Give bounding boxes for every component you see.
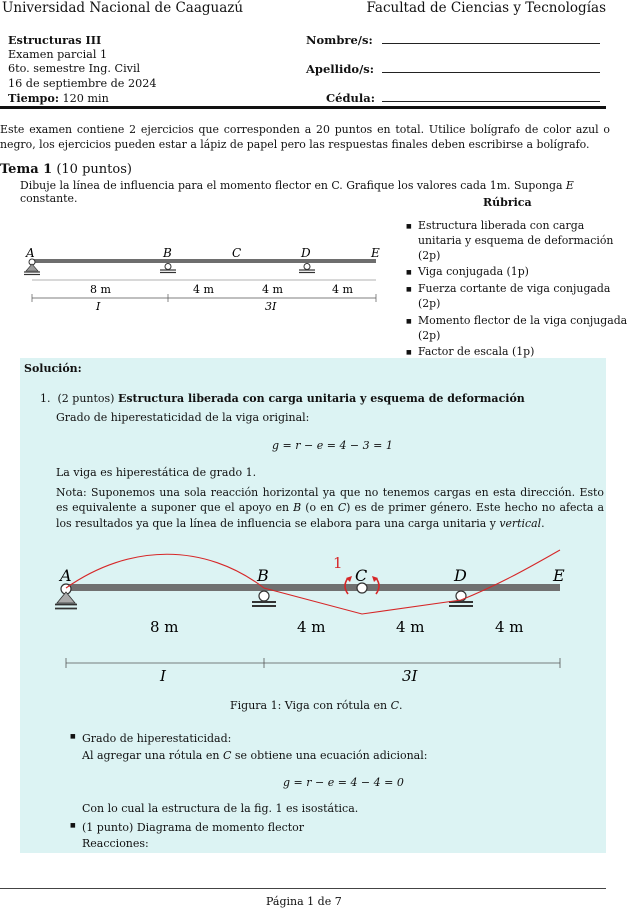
tema-label: Tema 1 <box>0 162 53 177</box>
item-1-heading <box>40 392 525 405</box>
time-label: Tiempo: <box>8 91 59 106</box>
sub-text: se obtiene una ecuación adicional: <box>231 749 428 762</box>
beam-large <box>66 584 560 591</box>
rubric-item: ■ Momento flector de la viga conjugada (2p) <box>406 314 630 344</box>
node-label-d: D <box>301 246 311 260</box>
bullet-grado-sub <box>82 749 427 762</box>
inertia-label: 3I <box>402 667 418 685</box>
course-info <box>8 33 156 107</box>
solution-title: Solución: <box>24 362 82 375</box>
span-label: 4 m <box>332 283 353 296</box>
nombre-field[interactable] <box>306 33 373 47</box>
statement-end: constante. <box>20 192 78 205</box>
isostatic-text: Con lo cual la estructura de la fig. 1 es isostática. <box>82 802 359 815</box>
rubric-item: ■ Estructura liberada con carga unitaria y esquema de deformación (2p) <box>406 219 630 263</box>
caption-text: Figura 1: Viga con rótula en <box>230 699 391 712</box>
inertia-label: I <box>96 300 101 313</box>
apellido-line[interactable] <box>382 72 600 73</box>
node-label-a: A <box>60 566 72 585</box>
span-label: 4 m <box>193 283 214 296</box>
apellido-field[interactable] <box>306 62 374 76</box>
tema-title <box>0 162 132 177</box>
span-label: 4 m <box>495 618 524 636</box>
inertia-label: 3I <box>265 300 277 313</box>
span-label: 4 m <box>262 283 283 296</box>
node-label-e: E <box>371 246 380 260</box>
nombre-label: Nombre/s: <box>306 33 373 47</box>
cedula-line[interactable] <box>382 101 600 102</box>
node-label-d: D <box>454 566 467 585</box>
rubric-item: ■ Fuerza cortante de viga conjugada (2p) <box>406 282 630 312</box>
span-label: 8 m <box>90 283 111 296</box>
course-name: Estructuras III <box>8 33 102 47</box>
nota-paragraph <box>56 485 604 531</box>
figure-caption <box>230 699 403 712</box>
item-1-points: (2 puntos) <box>57 392 115 405</box>
beam-diagram-large <box>20 548 606 698</box>
support-b-small <box>160 264 176 273</box>
beam-diagram-small <box>0 240 400 360</box>
solution-bullets-2 <box>70 821 600 834</box>
caption-end: . <box>399 699 403 712</box>
apellido-label: Apellido/s: <box>306 62 375 76</box>
header-rule <box>0 106 606 109</box>
rubric-item: ■ Viga conjugada (1p) <box>406 265 630 280</box>
beam-small <box>32 259 376 263</box>
rubric-title: Rúbrica <box>483 196 532 209</box>
sub-var: C <box>222 749 232 762</box>
span-label: 8 m <box>150 618 179 636</box>
exam-name: Examen parcial 1 <box>8 47 108 61</box>
equation-2: g = r − e = 4 − 4 = 0 <box>283 776 404 789</box>
semester: 6to. semestre Ing. Civil <box>8 62 141 76</box>
node-label-c: C <box>232 246 242 260</box>
deformation-curve <box>66 550 560 614</box>
unit-load-label: 1 <box>333 554 343 572</box>
tema-statement <box>20 179 630 205</box>
nota-var-b: B <box>293 501 302 515</box>
support-d-large <box>449 591 473 606</box>
nota-text: ) es de primer género. Este hecho no afecta a los resultados ya que la línea de influencia se elabora para una carga unitaria y <box>56 501 605 530</box>
reacciones-text: Reacciones: <box>82 837 149 850</box>
item-1-number: 1. <box>40 392 51 405</box>
nota-var-c: C <box>337 501 347 515</box>
cedula-label: Cédula: <box>326 91 375 105</box>
span-label: 4 m <box>297 618 326 636</box>
node-label-a: A <box>26 246 35 260</box>
nota-vertical: vertical <box>499 516 542 530</box>
grado-text: Grado de hiperestaticidad de la viga original: <box>56 411 310 424</box>
support-d-small <box>299 264 315 273</box>
node-label-c: C <box>355 566 368 585</box>
cedula-field[interactable] <box>326 91 375 105</box>
rubric-list <box>406 219 630 379</box>
nota-end: . <box>541 516 545 530</box>
bullet-grado: ■ Grado de hiperestaticidad: <box>70 732 600 745</box>
span-label: 4 m <box>396 618 425 636</box>
sub-text: Al agregar una rótula en <box>82 749 223 762</box>
bullet-momento: ■ (1 punto) Diagrama de momento flector <box>70 821 600 834</box>
node-label-b: B <box>257 566 269 585</box>
footer-rule <box>0 888 606 889</box>
support-b-large <box>252 591 276 606</box>
inertia-label: I <box>160 667 166 685</box>
solution-bullets <box>70 732 600 745</box>
equation-1: g = r − e = 4 − 3 = 1 <box>272 439 393 452</box>
nota-text: Nota: Suponemos una sola reacción horizontal ya que no tenemos cargas en esta dirección. Esto es equivalente a suponer que el apoyo en <box>56 486 604 515</box>
item-1-title: Estructura liberada con carga unitaria y esquema de deformación <box>117 392 525 405</box>
tema-points: (10 puntos) <box>52 162 132 177</box>
rubric-item: ■ Factor de escala (1p) <box>406 345 630 360</box>
nombre-line[interactable] <box>382 43 600 44</box>
node-label-b: B <box>163 246 172 260</box>
nota-text: (o en <box>301 501 338 515</box>
exam-time <box>8 91 156 107</box>
page-header <box>0 0 630 18</box>
intro-paragraph: Este examen contiene 2 ejercicios que corresponden a 20 puntos en total. Utilice bolígrafo de color azul o negro, los ejercicios pueden estar a lápiz de papel pero las respuestas finales deben escribirse a bolígrafo. <box>0 123 610 151</box>
faculty-name: Facultad de Ciencias y Tecnologías <box>366 0 606 16</box>
university-name: Universidad Nacional de Caaguazú <box>2 0 244 16</box>
hiper-text: La viga es hiperestática de grado 1. <box>56 466 257 479</box>
statement-var: E <box>565 179 574 192</box>
node-label-e: E <box>553 566 565 585</box>
time-value: 120 min <box>58 92 109 106</box>
statement-text: Dibuje la línea de influencia para el momento flector en C. Grafique los valores cada 1m. Suponga <box>20 179 566 192</box>
exam-date: 16 de septiembre de 2024 <box>8 76 157 90</box>
caption-var: C <box>390 699 399 712</box>
page-number: Página 1 de 7 <box>266 895 342 908</box>
